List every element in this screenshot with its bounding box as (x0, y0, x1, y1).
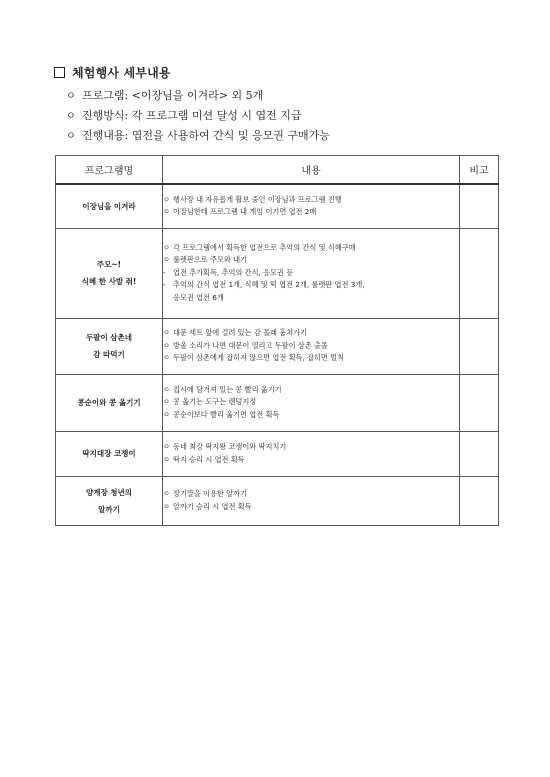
program-name-line: 이장님을 이겨라 (82, 201, 136, 211)
note-cell (460, 228, 499, 318)
header-content: 내용 (163, 156, 460, 185)
bullet-circle-icon: ㅇ (66, 91, 76, 102)
content-line: ㅇ 콩 옮기는 도구는 랜덤지정 (163, 397, 257, 407)
content-line: ㅇ 딱지 승리 시 엽전 획득 (163, 454, 245, 464)
summary-item-text: 진행방식: 각 프로그램 미션 달성 시 엽전 지급 (82, 109, 302, 122)
content-line: ㅇ 알까기 승리 시 엽전 획득 (163, 501, 252, 511)
content-line: 응모권 엽전 6개 (173, 292, 224, 302)
note-cell (460, 318, 499, 374)
content-cell (163, 374, 460, 431)
summary-list (66, 86, 330, 146)
program-detail-table (55, 155, 499, 526)
content-line: ㅇ 콩순이보다 빨리 옮기면 엽전 획득 (163, 409, 280, 419)
program-name-cell (56, 184, 163, 228)
table-row (56, 431, 499, 476)
program-name-cell (56, 431, 163, 476)
summary-item-text: 진행내용: 엽전을 사용하여 간식 및 응모권 구매가능 (82, 129, 330, 142)
bullet-circle-icon: ㅇ (66, 131, 76, 142)
program-name-line: 딱지대장 코쟁이 (82, 449, 136, 458)
table-row (56, 476, 499, 525)
note-cell (460, 184, 499, 228)
summary-item (66, 86, 330, 106)
summary-item-text: 프로그램: <이장님을 이겨라> 외 5개 (82, 89, 264, 102)
table-row (56, 374, 499, 431)
table-row (56, 184, 499, 228)
content-line: ㅇ 행사장 내 자유롭게 활보 중인 이장님과 프로그램 진행 (163, 194, 342, 204)
content-cell (163, 476, 460, 525)
note-cell (460, 476, 499, 525)
content-line: - 엽전 추가획득, 추억의 간식, 응모권 등 (163, 267, 294, 277)
table-header-row (56, 156, 499, 185)
summary-item (66, 126, 330, 146)
program-name-line: 알까기 (98, 504, 120, 514)
program-name-cell (56, 374, 163, 431)
content-line: ㅇ 각 프로그램에서 획득한 엽전으로 추억의 간식 및 식혜구매 (163, 242, 356, 252)
content-line: ㅇ 장기말을 이용한 알까기 (163, 489, 248, 498)
header-note: 비고 (460, 156, 499, 185)
program-name-line: 양계장 청년의 (85, 487, 133, 497)
content-cell (163, 184, 460, 228)
program-name-line: 식혜 한 사발 줘! (81, 277, 137, 286)
table-row (56, 228, 499, 318)
content-line: ㅇ 룰렛판으로 주모와 내기 (163, 255, 248, 265)
program-name-line: 콩순이와 콩 옮기기 (77, 398, 141, 407)
table-row (56, 318, 499, 374)
content-line: ㅇ 접시에 담겨져 있는 콩 빨리 옮기기 (163, 384, 282, 394)
content-line: - 추억의 간식 엽전 1개, 식혜 및 떡 엽전 2개, 룰렛판 엽전 3개, (163, 280, 365, 290)
program-name-line: 주모~! (96, 260, 122, 269)
content-cell (163, 318, 460, 374)
checkbox-square-icon (54, 67, 65, 78)
program-name-cell (56, 318, 163, 374)
program-name-line: 두팔이 삼촌네 (85, 333, 133, 342)
content-cell (163, 431, 460, 476)
summary-item (66, 106, 330, 126)
section-heading-text: 체험행사 세부내용 (72, 66, 171, 80)
program-name-cell (56, 476, 163, 525)
content-line: ㅇ 방울 소리가 나면 대문이 열리고 두팔이 삼촌 출몰 (163, 340, 328, 350)
note-cell (460, 374, 499, 431)
bullet-circle-icon: ㅇ (66, 111, 76, 122)
header-program-name: 프로그램명 (56, 156, 163, 185)
program-name-line: 감 따먹기 (93, 350, 125, 359)
content-cell (163, 228, 460, 318)
content-line: ㅇ 대문 세트 앞에 걸려 있는 감 몰래 훔쳐가기 (163, 328, 308, 338)
content-line: ㅇ 두팔이 삼촌에게 잡히지 않으면 엽전 획득, 잡히면 벌칙 (163, 353, 345, 363)
section-heading (54, 64, 171, 81)
program-name-cell (56, 228, 163, 318)
content-line: ㅇ 동네 최강 딱지왕 코쟁이와 딱지치기 (163, 442, 287, 451)
content-line: ㅇ 이장님한테 프로그램 내 게임 이기면 엽전 2매 (163, 207, 317, 217)
note-cell (460, 431, 499, 476)
